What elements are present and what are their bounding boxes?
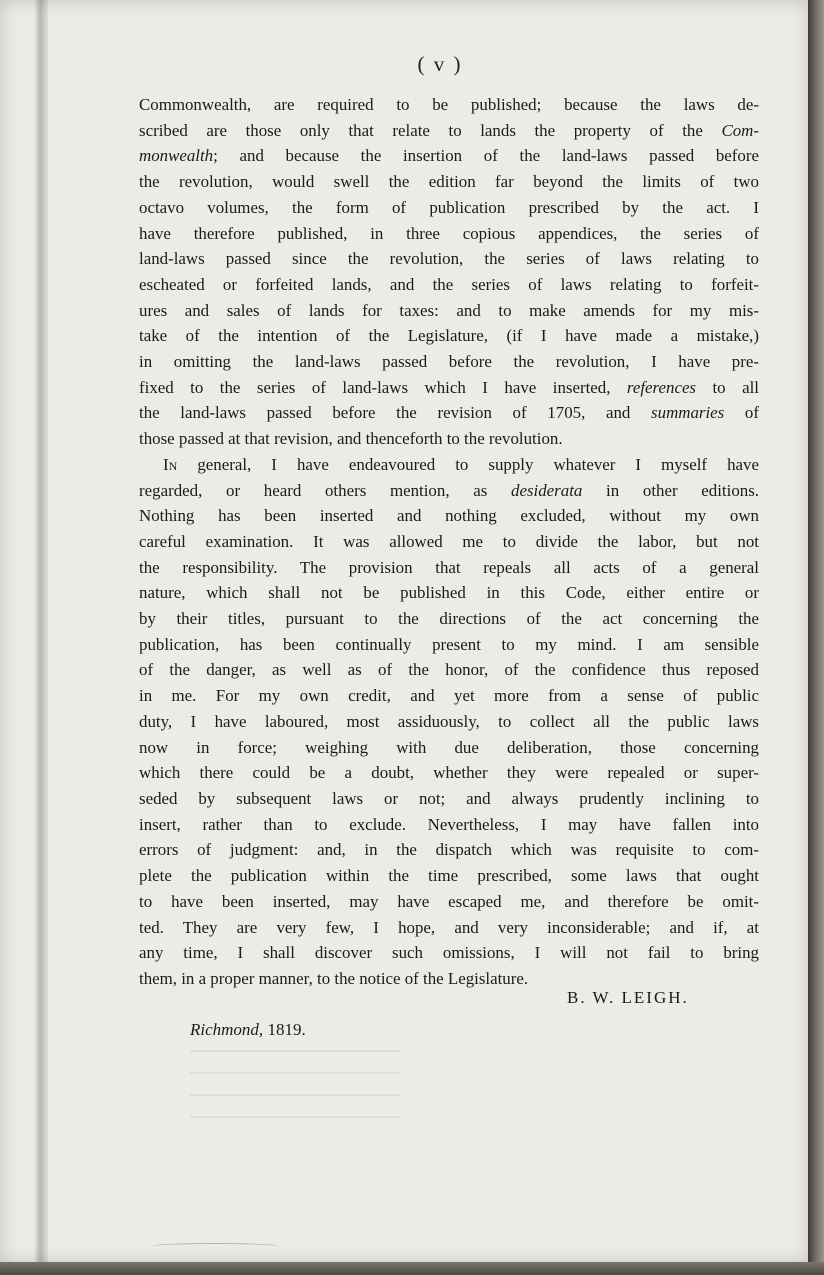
text-line: careful examination. It was allowed me to divide the labor, but not xyxy=(139,531,759,551)
text-line: the land-laws passed before the revision of 1705, and summaries of xyxy=(139,403,759,423)
text-line: errors of judgment: and, in the dispatch which was requisite to com- xyxy=(139,840,759,860)
text-line: land-laws passed since the revolution, the series of laws relating to xyxy=(139,249,759,269)
text-line: in me. For my own credit, and yet more from a sense of public xyxy=(139,686,759,706)
text-line: which there could be a doubt, whether they were repealed or super- xyxy=(139,763,759,783)
text-line: insert, rather than to exclude. Nevertheless, I may have fallen into xyxy=(139,814,759,834)
signature: B. W. LEIGH. xyxy=(567,988,689,1007)
text-line: any time, I shall discover such omissions, I will not fail to bring xyxy=(139,943,759,963)
text-line: plete the publication within the time prescribed, some laws that ought xyxy=(139,866,759,886)
text-line: Nothing has been inserted and nothing excluded, without my own xyxy=(139,506,759,526)
text-line: monwealth; and because the insertion of the land-laws passed before xyxy=(139,146,759,166)
page-edge-right xyxy=(808,0,824,1275)
text-line: publication, has been continually present to my mind. I am sensible xyxy=(139,634,759,654)
text-line: fixed to the series of land-laws which I have inserted, references to all xyxy=(139,377,759,397)
binding-gutter xyxy=(34,0,48,1263)
body-text xyxy=(139,92,759,992)
place-name: Richmond, xyxy=(190,1020,264,1039)
text-line: duty, I have laboured, most assiduously, to collect all the public laws xyxy=(139,711,759,731)
text-line: ted. They are very few, I hope, and very inconsiderable; and if, at xyxy=(139,917,759,937)
text-line: in omitting the land-laws passed before the revolution, I have pre- xyxy=(139,352,759,372)
text-line: In general, I have endeavoured to supply whatever I myself have xyxy=(163,454,759,474)
text-line: regarded, or heard others mention, as desiderata in other editions. xyxy=(139,480,759,500)
text-line: octavo volumes, the form of publication prescribed by the act. I xyxy=(139,197,759,217)
text-line: Commonwealth, are required to be published; because the laws de- xyxy=(139,95,759,114)
text-line: the revolution, would swell the edition far beyond the limits of two xyxy=(139,172,759,192)
text-line: ures and sales of lands for taxes: and to make amends for my mis- xyxy=(139,300,759,320)
text-line: of the danger, as well as of the honor, of the confidence thus reposed xyxy=(139,660,759,680)
text-line: nature, which shall not be published in this Code, either entire or xyxy=(139,583,759,603)
text-line: scribed are those only that relate to lands the property of the Com- xyxy=(139,120,759,140)
show-through-text xyxy=(190,1050,400,1130)
page-smudge xyxy=(150,1243,280,1250)
text-line: them, in a proper manner, to the notice of the Legislature. xyxy=(139,968,529,988)
text-line: now in force; weighing with due deliberation, those concerning xyxy=(139,737,759,757)
page-edge-bottom xyxy=(0,1262,824,1275)
text-line: escheated or forfeited lands, and the series of laws relating to forfeit- xyxy=(139,274,759,294)
year: 1819. xyxy=(267,1020,306,1039)
place-date xyxy=(190,1020,306,1040)
text-line: have therefore published, in three copious appendices, the series of xyxy=(139,223,759,243)
text-line: seded by subsequent laws or not; and always prudently inclining to xyxy=(139,788,759,808)
text-line: those passed at that revision, and thenceforth to the revolution. xyxy=(139,429,563,449)
page-number: ( v ) xyxy=(417,52,463,76)
text-line: the responsibility. The provision that repeals all acts of a general xyxy=(139,557,759,577)
text-line: by their titles, pursuant to the directions of the act concerning the xyxy=(139,609,759,629)
text-line: take of the intention of the Legislature, (if I have made a mistake,) xyxy=(139,326,759,346)
text-line: to have been inserted, may have escaped me, and therefore be omit- xyxy=(139,891,759,911)
